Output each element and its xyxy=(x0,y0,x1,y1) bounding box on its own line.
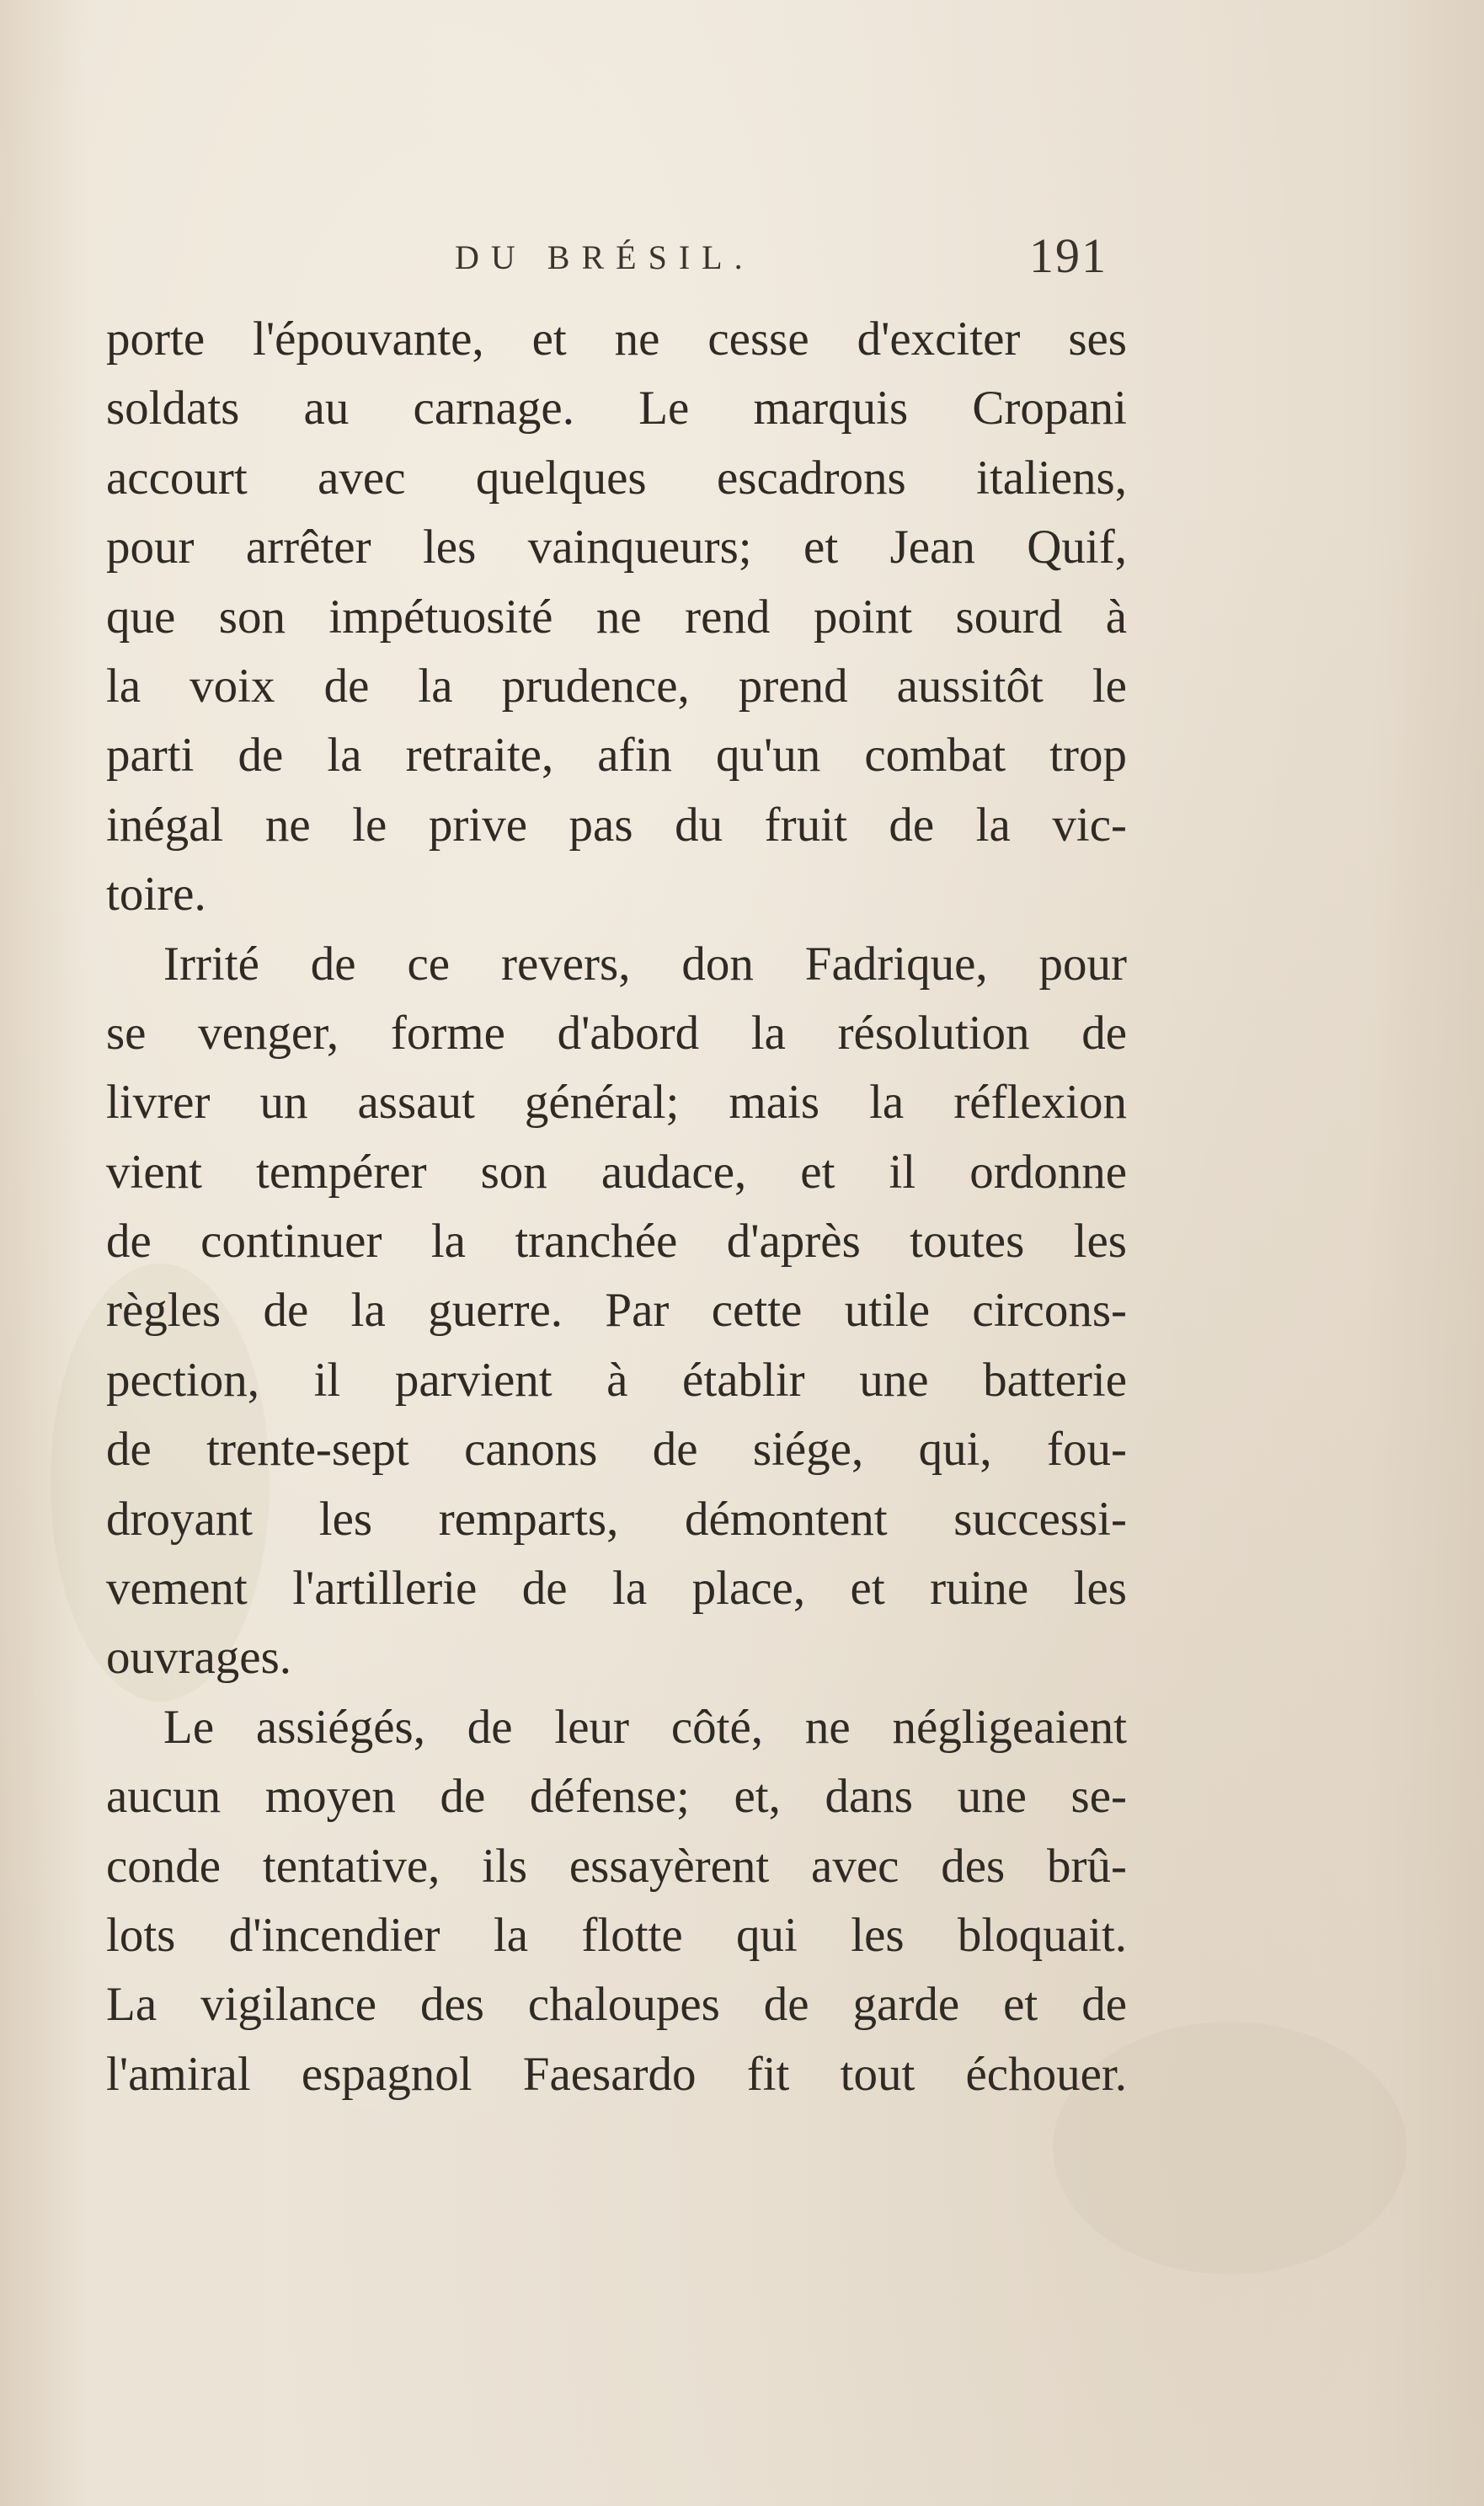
text-line: la voix de la prudence, prend aussitôt le xyxy=(106,659,1127,713)
text-line: aucun moyen de défense; et, dans une se- xyxy=(106,1770,1127,1824)
text-line: se venger, forme d'abord la résolution de xyxy=(106,1006,1127,1060)
page-number: 191 xyxy=(1029,228,1108,283)
text-line: l'amiral espagnol Faesardo fit tout échouer. xyxy=(106,2047,1127,2101)
text-line: ouvrages. xyxy=(106,1631,292,1685)
text-line: accourt avec quelques escadrons italiens, xyxy=(106,451,1127,505)
text-line: parti de la retraite, afin qu'un combat trop xyxy=(106,729,1127,783)
text-line: toire. xyxy=(106,868,206,922)
text-line: soldats au carnage. Le marquis Cropani xyxy=(106,382,1127,435)
text-line: pection, il parvient à établir une batterie xyxy=(106,1353,1127,1407)
body-text xyxy=(106,305,1127,2109)
text-line: inégal ne le prive pas du fruit de la vic- xyxy=(106,798,1127,852)
text-line: vement l'artillerie de la place, et ruine les xyxy=(106,1562,1127,1616)
text-line: lots d'incendier la flotte qui les bloquait. xyxy=(106,1908,1127,1962)
text-line: porte l'épouvante, et ne cesse d'exciter ses xyxy=(106,313,1127,366)
text-line: que son impétuosité ne rend point sourd à xyxy=(106,590,1127,644)
running-head xyxy=(0,226,1484,293)
text-line: La vigilance des chaloupes de garde et de xyxy=(106,1978,1127,2032)
text-line: pour arrêter les vainqueurs; et Jean Quif, xyxy=(106,521,1127,574)
paragraph-start-line: Irrité de ce revers, don Fadrique, pour xyxy=(163,937,1127,991)
text-line: vient tempérer son audace, et il ordonne xyxy=(106,1145,1127,1199)
text-line: de trente-sept canons de siége, qui, fou- xyxy=(106,1423,1127,1477)
text-line: conde tentative, ils essayèrent avec des brû- xyxy=(106,1839,1127,1893)
text-line: droyant les remparts, démontent successi- xyxy=(106,1492,1127,1546)
running-head-title: DU BRÉSIL. xyxy=(455,238,755,276)
paragraph-start-line: Le assiégés, de leur côté, ne négligeaient xyxy=(163,1700,1127,1754)
text-line: règles de la guerre. Par cette utile circons- xyxy=(106,1284,1127,1338)
text-line: de continuer la tranchée d'après toutes les xyxy=(106,1215,1127,1269)
text-line: livrer un assaut général; mais la réflexion xyxy=(106,1076,1127,1130)
